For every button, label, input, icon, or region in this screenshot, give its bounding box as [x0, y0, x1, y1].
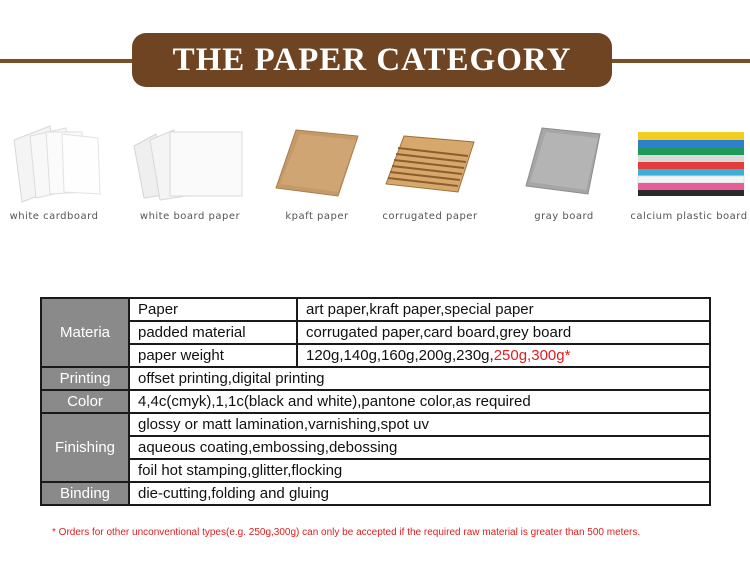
row-value: die-cutting,folding and gluing	[129, 482, 710, 505]
materia-header: Materia	[41, 298, 129, 367]
product-label: white cardboard	[9, 211, 99, 222]
product-label: kpaft paper	[285, 211, 349, 222]
table-row	[41, 436, 710, 459]
product-label: white board paper	[139, 211, 241, 222]
row-value: glossy or matt lamination,varnishing,spot uv	[129, 413, 710, 436]
page-title: THE PAPER CATEGORY	[172, 41, 572, 78]
weight-values-highlight: 250g,300g*	[493, 347, 571, 364]
row-label: Paper	[129, 298, 297, 321]
table-row	[41, 482, 710, 505]
product-kraft-paper	[272, 118, 362, 228]
spec-table	[40, 297, 711, 506]
weight-values: 120g,140g,160g,200g,230g,	[306, 347, 494, 364]
row-value: foil hot stamping,glitter,flocking	[129, 459, 710, 482]
calcium-plastic-board-image	[628, 118, 750, 203]
product-label: gray board	[534, 211, 594, 222]
table-row	[41, 459, 710, 482]
table-row	[41, 321, 710, 344]
product-label: corrugated paper	[382, 211, 478, 222]
table-row	[41, 344, 710, 367]
row-label: padded material	[129, 321, 297, 344]
row-value: corrugated paper,card board,grey board	[297, 321, 710, 344]
row-label: paper weight	[129, 344, 297, 367]
product-corrugated-paper	[378, 118, 482, 228]
row-value: aqueous coating,embossing,debossing	[129, 436, 710, 459]
row-value	[297, 344, 710, 367]
kraft-paper-image	[272, 118, 362, 203]
white-cardboard-image	[0, 118, 108, 203]
table-row	[41, 367, 710, 390]
white-board-paper-image	[130, 118, 250, 203]
binding-header: Binding	[41, 482, 129, 505]
row-value: 4,4c(cmyk),1,1c(black and white),pantone color,as required	[129, 390, 710, 413]
product-gray-board	[518, 118, 610, 228]
printing-header: Printing	[41, 367, 129, 390]
finishing-header: Finishing	[41, 413, 129, 482]
table-row	[41, 390, 710, 413]
title-banner	[132, 33, 612, 87]
table-row	[41, 413, 710, 436]
footnote: * Orders for other unconventional types(e.g. 250g,300g) can only be accepted if the required raw material is greater than 500 meters.	[52, 527, 641, 538]
product-white-cardboard	[0, 118, 108, 228]
corrugated-paper-image	[378, 118, 482, 203]
table-row	[41, 298, 710, 321]
row-value: art paper,kraft paper,special paper	[297, 298, 710, 321]
product-white-board-paper	[130, 118, 250, 228]
color-header: Color	[41, 390, 129, 413]
gray-board-image	[518, 118, 610, 203]
row-value: offset printing,digital printing	[129, 367, 710, 390]
product-label: calcium plastic board	[630, 211, 748, 222]
product-calcium-plastic-board	[628, 118, 750, 228]
